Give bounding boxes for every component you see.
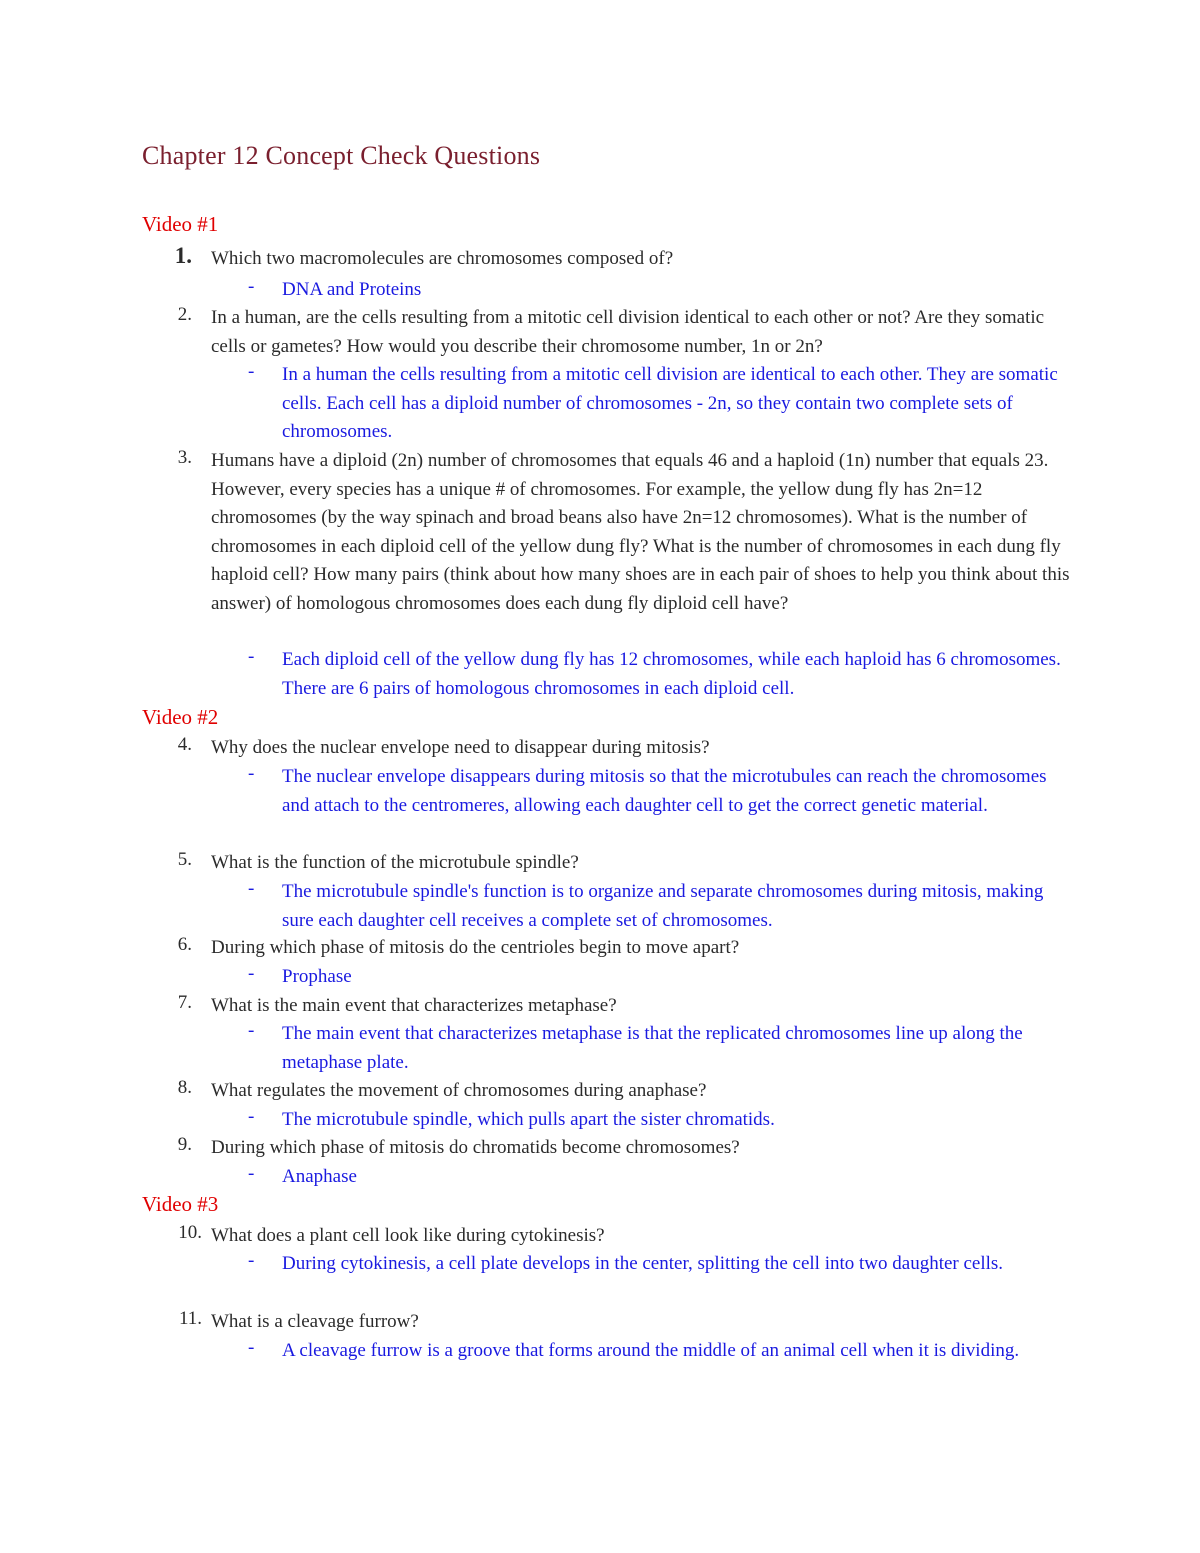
answer-bullet: - [248, 361, 255, 382]
question-text: What does a plant cell look like during cytokinesis? [211, 1225, 605, 1246]
answer-bullet: - [248, 276, 255, 297]
question-text: During which phase of mitosis do the centrioles begin to move apart? [211, 937, 740, 958]
question-number: 6. [177, 934, 192, 955]
question-text: In a human, are the cells resulting from a mitotic cell division identical to each other or not? Are they somatic cells or gametes? How would you describe their chromosome number, 1n or 2n? [211, 307, 1045, 357]
question-text: What regulates the movement of chromosomes during anaphase? [211, 1080, 707, 1101]
question-number: 9. [177, 1134, 192, 1155]
page-title: Chapter 12 Concept Check Questions [142, 141, 541, 170]
question-number: 2. [177, 304, 192, 325]
answer-text: The microtubule spindle, which pulls apart the sister chromatids. [282, 1109, 775, 1130]
question-number: 8. [177, 1077, 192, 1098]
answer-text: Anaphase [282, 1166, 357, 1187]
question-text: What is the function of the microtubule spindle? [211, 852, 579, 873]
question-text: What is the main event that characterizes metaphase? [211, 995, 617, 1016]
question-number: 5. [177, 849, 192, 870]
answer-bullet: - [248, 1337, 255, 1358]
answer-text: In a human the cells resulting from a mitotic cell division are identical to each other. They are somatic cells. Each cell has a diploid number of chromosomes - 2n, so they contain two complete sets of chromosomes. [282, 364, 1058, 443]
question-text: Which two macromolecules are chromosomes composed of? [211, 248, 674, 269]
section-heading-video-2: Video #2 [142, 705, 219, 729]
answer-bullet: - [248, 1250, 255, 1271]
question-text: During which phase of mitosis do chromatids become chromosomes? [211, 1137, 740, 1158]
answer-text: The nuclear envelope disappears during mitosis so that the microtubules can reach the chromosomes and attach to the centromeres, allowing each daughter cell to get the correct genetic material. [282, 766, 1047, 816]
answer-bullet: - [248, 878, 255, 899]
answer-text: Each diploid cell of the yellow dung fly has 12 chromosomes, while each haploid has 6 chromosomes. There are 6 pairs of homologous chromosomes in each diploid cell. [282, 649, 1061, 699]
section-heading-video-1: Video #1 [142, 212, 219, 236]
question-number: 1. [174, 243, 192, 268]
question-text: What is a cleavage furrow? [211, 1311, 419, 1332]
question-number: 7. [177, 992, 192, 1013]
answer-bullet: - [248, 963, 255, 984]
question-number: 11. [178, 1308, 202, 1329]
answer-bullet: - [248, 1163, 255, 1184]
answer-text: The main event that characterizes metaphase is that the replicated chromosomes line up along the metaphase plate. [282, 1023, 1023, 1073]
question-number: 3. [177, 447, 192, 468]
question-number: 10. [178, 1222, 202, 1243]
section-heading-video-3: Video #3 [142, 1192, 219, 1216]
answer-bullet: - [248, 763, 255, 784]
answer-text: The microtubule spindle's function is to organize and separate chromosomes during mitosis, making sure each daughter cell receives a complete set of chromosomes. [282, 881, 1044, 931]
answer-text: Prophase [282, 966, 352, 987]
answer-text: During cytokinesis, a cell plate develops in the center, splitting the cell into two daughter cells. [282, 1253, 1004, 1274]
question-number: 4. [177, 734, 192, 755]
answer-bullet: - [248, 1020, 255, 1041]
question-text: Humans have a diploid (2n) number of chromosomes that equals 46 and a haploid (1n) number that equals 23. However, every species has a unique # of chromosomes. For example, the yellow dung fly has 2n=12 chromosomes (by the way spinach and broad beans also have 2n=12 chromosomes). What is the number of chromosomes in each diploid cell of the yellow dung fly? What is the number of chromosomes in each dung fly haploid cell? How many pairs (think about how many shoes are in each pair of shoes to help you think about this answer) of homologous chromosomes does each dung fly diploid cell have? [211, 450, 1070, 614]
answer-bullet: - [248, 646, 255, 667]
question-text: Why does the nuclear envelope need to disappear during mitosis? [211, 737, 710, 758]
answer-text: A cleavage furrow is a groove that forms around the middle of an animal cell when it is dividing. [282, 1340, 1020, 1361]
answer-text: DNA and Proteins [282, 279, 422, 300]
answer-bullet: - [248, 1106, 255, 1127]
